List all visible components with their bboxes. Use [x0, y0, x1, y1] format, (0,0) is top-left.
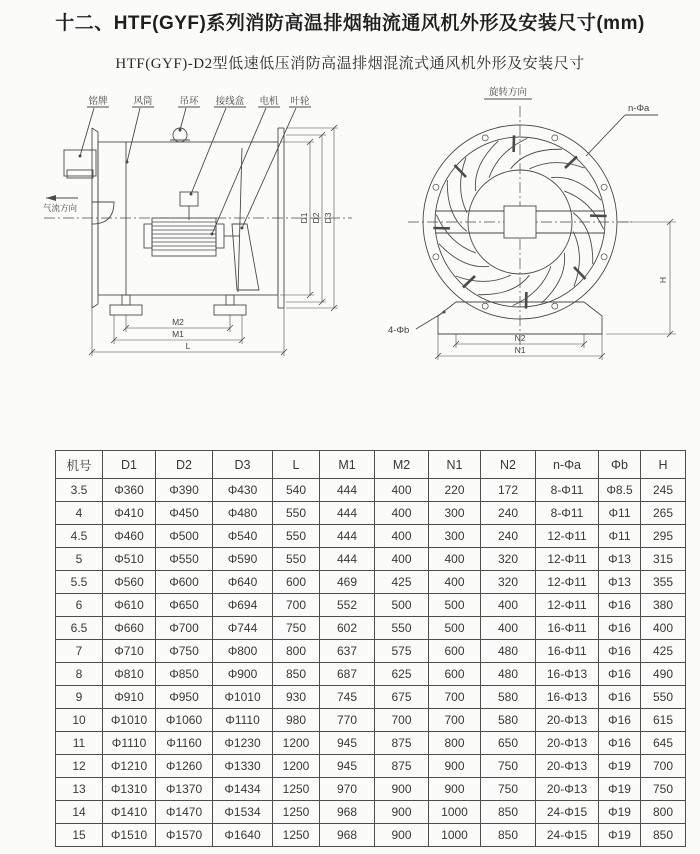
base-holes-label: 4-Φb: [388, 325, 410, 336]
table-cell: 400: [375, 548, 429, 571]
table-cell: 645: [641, 732, 686, 755]
table-cell: 900: [429, 755, 481, 778]
table-cell: 12-Φ11: [536, 571, 599, 594]
table-cell: 900: [375, 801, 429, 824]
table-cell: 4.5: [56, 525, 103, 548]
dim-n2-label: N2: [514, 333, 526, 343]
table-cell: Φ16: [599, 594, 641, 617]
column-header: N1: [429, 451, 481, 479]
table-cell: Φ1160: [156, 732, 213, 755]
table-cell: Φ1370: [156, 778, 213, 801]
table-cell: 16-Φ11: [536, 640, 599, 663]
table-cell: 444: [320, 479, 375, 502]
dim-n1-label: N1: [514, 345, 526, 355]
table-cell: 600: [273, 571, 320, 594]
table-row: [56, 617, 686, 640]
table-cell: 355: [641, 571, 686, 594]
table-cell: Φ16: [599, 617, 641, 640]
column-header: M1: [320, 451, 375, 479]
table-cell: 850: [481, 801, 536, 824]
table-cell: 575: [375, 640, 429, 663]
table-cell: Φ640: [213, 571, 273, 594]
column-header: D1: [103, 451, 156, 479]
table-cell: 945: [320, 732, 375, 755]
table-cell: Φ19: [599, 778, 641, 801]
table-cell: Φ910: [103, 686, 156, 709]
table-cell: Φ610: [103, 594, 156, 617]
table-cell: Φ540: [213, 525, 273, 548]
table-cell: Φ19: [599, 801, 641, 824]
table-cell: Φ1510: [103, 824, 156, 847]
table-cell: 12-Φ11: [536, 525, 599, 548]
table-cell: 469: [320, 571, 375, 594]
table-cell: Φ1410: [103, 801, 156, 824]
table-cell: Φ560: [103, 571, 156, 594]
table-cell: 500: [375, 594, 429, 617]
table-cell: 400: [375, 525, 429, 548]
page-title: 十二、HTF(GYF)系列消防高温排烟轴流通风机外形及安装尺寸(mm): [55, 13, 645, 34]
table-cell: 20-Φ13: [536, 709, 599, 732]
table-cell: 700: [641, 755, 686, 778]
table-cell: Φ1060: [156, 709, 213, 732]
table-cell: 580: [481, 686, 536, 709]
table-cell: 400: [375, 479, 429, 502]
table-cell: 540: [273, 479, 320, 502]
table-cell: 12-Φ11: [536, 594, 599, 617]
table-cell: 9: [56, 686, 103, 709]
dim-l-label: L: [185, 341, 191, 351]
table-cell: 750: [481, 778, 536, 801]
table-cell: Φ16: [599, 640, 641, 663]
table-cell: Φ590: [213, 548, 273, 571]
table-cell: 13: [56, 778, 103, 801]
table-cell: Φ1010: [213, 686, 273, 709]
table-cell: 10: [56, 709, 103, 732]
table-cell: Φ480: [213, 502, 273, 525]
duct-label: 风筒: [133, 96, 153, 107]
table-cell: 320: [481, 548, 536, 571]
table-cell: 602: [320, 617, 375, 640]
table-row: [56, 663, 686, 686]
junction-box-label: 接线盒: [215, 96, 245, 107]
table-cell: 400: [641, 617, 686, 640]
rotation-direction-label: 旋转方向: [488, 87, 528, 98]
table-cell: Φ810: [103, 663, 156, 686]
table-cell: Φ450: [156, 502, 213, 525]
table-cell: 12: [56, 755, 103, 778]
table-cell: 800: [429, 732, 481, 755]
table-row: [56, 479, 686, 502]
table-cell: 750: [481, 755, 536, 778]
table-cell: Φ510: [103, 548, 156, 571]
table-cell: 980: [273, 709, 320, 732]
table-cell: Φ650: [156, 594, 213, 617]
table-cell: 800: [641, 801, 686, 824]
table-cell: Φ11: [599, 502, 641, 525]
table-cell: Φ1210: [103, 755, 156, 778]
table-cell: Φ1260: [156, 755, 213, 778]
table-cell: 637: [320, 640, 375, 663]
table-cell: 6: [56, 594, 103, 617]
dimensions-table: [55, 450, 686, 847]
table-cell: 425: [375, 571, 429, 594]
dim-d2-label: D2: [311, 212, 321, 224]
table-cell: 7: [56, 640, 103, 663]
table-cell: Φ750: [156, 640, 213, 663]
table-row: [56, 640, 686, 663]
table-cell: 24-Φ15: [536, 824, 599, 847]
impeller-label: 叶轮: [290, 96, 310, 107]
table-cell: 850: [641, 824, 686, 847]
table-cell: 16-Φ13: [536, 663, 599, 686]
table-cell: 500: [429, 594, 481, 617]
column-header: 机号: [56, 451, 103, 479]
table-cell: 16-Φ13: [536, 686, 599, 709]
table-cell: 240: [481, 525, 536, 548]
column-header: D2: [156, 451, 213, 479]
dim-h-label: H: [658, 276, 668, 284]
table-cell: 770: [320, 709, 375, 732]
table-cell: 245: [641, 479, 686, 502]
table-cell: Φ550: [156, 548, 213, 571]
table-cell: 5.5: [56, 571, 103, 594]
table-cell: 945: [320, 755, 375, 778]
table-cell: 700: [429, 709, 481, 732]
table-cell: 380: [641, 594, 686, 617]
table-cell: Φ1470: [156, 801, 213, 824]
table-row: [56, 686, 686, 709]
nameplate-label: 铭牌: [88, 96, 108, 107]
table-cell: 900: [429, 778, 481, 801]
table-cell: 968: [320, 801, 375, 824]
table-cell: 320: [481, 571, 536, 594]
flange-holes-label: n-Φa: [628, 103, 650, 114]
table-row: [56, 778, 686, 801]
table-cell: Φ1640: [213, 824, 273, 847]
table-cell: Φ1010: [103, 709, 156, 732]
table-cell: 15: [56, 824, 103, 847]
table-cell: Φ16: [599, 663, 641, 686]
column-header: N2: [481, 451, 536, 479]
table-cell: Φ19: [599, 824, 641, 847]
table-cell: 900: [375, 778, 429, 801]
table-cell: 8-Φ11: [536, 479, 599, 502]
table-cell: 444: [320, 502, 375, 525]
table-cell: Φ8.5: [599, 479, 641, 502]
motor-label: 电机: [259, 96, 279, 107]
table-cell: Φ16: [599, 732, 641, 755]
table-cell: 20-Φ13: [536, 778, 599, 801]
table-cell: Φ11: [599, 525, 641, 548]
table-cell: Φ700: [156, 617, 213, 640]
table-cell: 875: [375, 732, 429, 755]
table-cell: Φ744: [213, 617, 273, 640]
table-cell: Φ410: [103, 502, 156, 525]
table-cell: 700: [375, 709, 429, 732]
table-cell: Φ430: [213, 479, 273, 502]
dim-m2-label: M2: [172, 317, 184, 327]
airflow-direction-label: 气流方向: [42, 203, 78, 213]
table-row: [56, 824, 686, 847]
table-cell: 400: [429, 548, 481, 571]
table-cell: 600: [429, 640, 481, 663]
table-cell: Φ900: [213, 663, 273, 686]
table-cell: 480: [481, 663, 536, 686]
table-cell: 8: [56, 663, 103, 686]
table-cell: Φ16: [599, 709, 641, 732]
table-row: [56, 571, 686, 594]
dim-m1-label: M1: [172, 329, 184, 339]
table-cell: 12-Φ11: [536, 548, 599, 571]
table-cell: 970: [320, 778, 375, 801]
table-cell: 315: [641, 548, 686, 571]
table-cell: 1000: [429, 824, 481, 847]
table-cell: 400: [375, 502, 429, 525]
table-cell: Φ1570: [156, 824, 213, 847]
table-cell: 700: [429, 686, 481, 709]
column-header: M2: [375, 451, 429, 479]
table-cell: Φ660: [103, 617, 156, 640]
table-cell: 11: [56, 732, 103, 755]
table-cell: 550: [641, 686, 686, 709]
table-cell: 875: [375, 755, 429, 778]
table-cell: 1200: [273, 732, 320, 755]
table-row: [56, 525, 686, 548]
table-cell: 1250: [273, 778, 320, 801]
table-cell: 425: [641, 640, 686, 663]
table-cell: 20-Φ13: [536, 755, 599, 778]
table-cell: Φ13: [599, 548, 641, 571]
table-cell: 400: [429, 571, 481, 594]
table-cell: 850: [481, 824, 536, 847]
table-cell: 700: [273, 594, 320, 617]
column-header: D3: [213, 451, 273, 479]
table-cell: 550: [375, 617, 429, 640]
table-cell: Φ1310: [103, 778, 156, 801]
table-cell: Φ16: [599, 686, 641, 709]
table-cell: 400: [481, 617, 536, 640]
table-cell: 850: [273, 663, 320, 686]
table-cell: 265: [641, 502, 686, 525]
table-cell: Φ1110: [103, 732, 156, 755]
table-row: [56, 709, 686, 732]
table-cell: Φ1230: [213, 732, 273, 755]
column-header: Φb: [599, 451, 641, 479]
table-cell: Φ500: [156, 525, 213, 548]
table-cell: 550: [273, 502, 320, 525]
column-header: L: [273, 451, 320, 479]
table-cell: Φ460: [103, 525, 156, 548]
table-cell: 625: [375, 663, 429, 686]
table-cell: Φ19: [599, 755, 641, 778]
table-cell: 930: [273, 686, 320, 709]
table-row: [56, 502, 686, 525]
table-cell: 745: [320, 686, 375, 709]
table-cell: Φ390: [156, 479, 213, 502]
table-cell: 580: [481, 709, 536, 732]
table-cell: 1000: [429, 801, 481, 824]
table-row: [56, 755, 686, 778]
lifting-ring-label: 吊环: [179, 96, 199, 107]
table-cell: 675: [375, 686, 429, 709]
table-cell: 1200: [273, 755, 320, 778]
table-cell: 240: [481, 502, 536, 525]
table-cell: Φ1434: [213, 778, 273, 801]
table-cell: Φ600: [156, 571, 213, 594]
table-cell: 480: [481, 640, 536, 663]
table-cell: 552: [320, 594, 375, 617]
table-cell: 295: [641, 525, 686, 548]
table-cell: 172: [481, 479, 536, 502]
table-body: [56, 479, 686, 847]
table-cell: Φ1110: [213, 709, 273, 732]
table-cell: 400: [481, 594, 536, 617]
table-cell: Φ800: [213, 640, 273, 663]
table-cell: 490: [641, 663, 686, 686]
table-cell: 220: [429, 479, 481, 502]
table-cell: 5: [56, 548, 103, 571]
table-cell: 1250: [273, 801, 320, 824]
table-cell: 4: [56, 502, 103, 525]
table-cell: 444: [320, 525, 375, 548]
table-cell: 6.5: [56, 617, 103, 640]
table-cell: 1250: [273, 824, 320, 847]
table-cell: 16-Φ11: [536, 617, 599, 640]
table-cell: 500: [429, 617, 481, 640]
table-cell: 615: [641, 709, 686, 732]
table-cell: 687: [320, 663, 375, 686]
table-cell: 650: [481, 732, 536, 755]
table-cell: 300: [429, 525, 481, 548]
table-row: [56, 594, 686, 617]
table-cell: 300: [429, 502, 481, 525]
table-cell: 750: [641, 778, 686, 801]
table-cell: 550: [273, 548, 320, 571]
table-cell: 24-Φ15: [536, 801, 599, 824]
table-row: [56, 732, 686, 755]
table-cell: 600: [429, 663, 481, 686]
table-cell: 900: [375, 824, 429, 847]
dim-d1-label: D1: [299, 212, 309, 224]
column-header: n-Φa: [536, 451, 599, 479]
table-cell: Φ360: [103, 479, 156, 502]
table-cell: 800: [273, 640, 320, 663]
table-cell: Φ1534: [213, 801, 273, 824]
table-header-row: [56, 451, 686, 479]
table-cell: 8-Φ11: [536, 502, 599, 525]
table-cell: 968: [320, 824, 375, 847]
table-cell: Φ694: [213, 594, 273, 617]
table-cell: Φ710: [103, 640, 156, 663]
page-subtitle: HTF(GYF)-D2型低速低压消防高温排烟混流式通风机外形及安装尺寸: [115, 56, 585, 72]
side-view-drawing: [30, 90, 365, 365]
table-row: [56, 548, 686, 571]
table-row: [56, 801, 686, 824]
table-cell: Φ1330: [213, 755, 273, 778]
table-cell: 550: [273, 525, 320, 548]
column-header: H: [641, 451, 686, 479]
table-cell: 750: [273, 617, 320, 640]
table-cell: 20-Φ13: [536, 732, 599, 755]
table-cell: Φ13: [599, 571, 641, 594]
table-cell: 3.5: [56, 479, 103, 502]
table-cell: 444: [320, 548, 375, 571]
table-cell: Φ850: [156, 663, 213, 686]
table-cell: Φ950: [156, 686, 213, 709]
dim-d3-label: D3: [323, 212, 333, 224]
table-cell: 14: [56, 801, 103, 824]
front-view-drawing: [380, 82, 700, 367]
